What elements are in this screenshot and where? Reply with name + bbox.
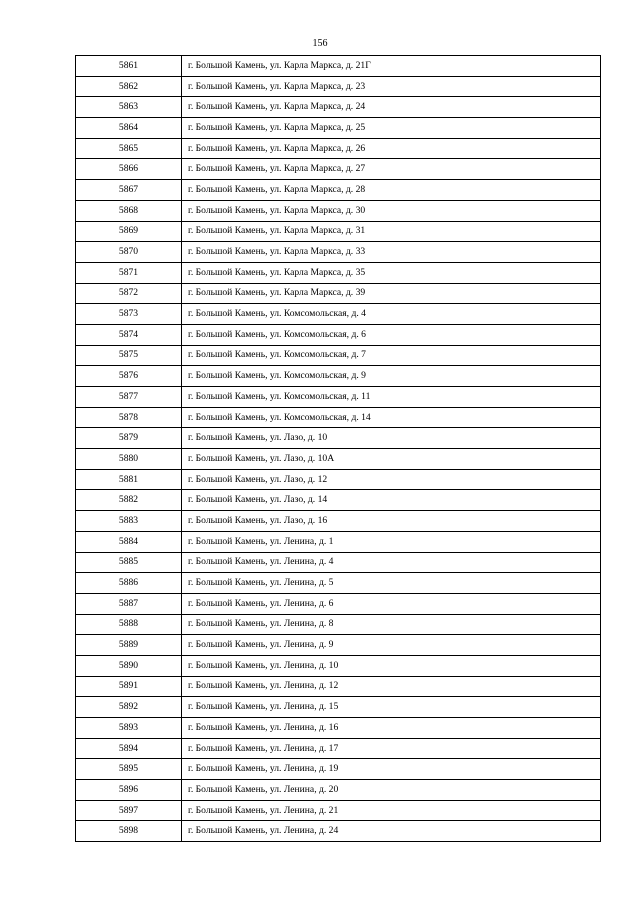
address-cell: г. Большой Камень, ул. Лазо, д. 10А — [182, 449, 601, 470]
address-cell: г. Большой Камень, ул. Ленина, д. 19 — [182, 759, 601, 780]
table-row — [76, 718, 601, 739]
row-number-cell: 5895 — [76, 759, 182, 780]
row-number-cell: 5862 — [76, 76, 182, 97]
address-cell: г. Большой Камень, ул. Ленина, д. 8 — [182, 614, 601, 635]
row-number-cell: 5881 — [76, 469, 182, 490]
table-row — [76, 180, 601, 201]
row-number-cell: 5863 — [76, 97, 182, 118]
row-number-cell: 5882 — [76, 490, 182, 511]
row-number-cell: 5889 — [76, 635, 182, 656]
row-number-cell: 5892 — [76, 697, 182, 718]
row-number-cell: 5869 — [76, 221, 182, 242]
row-number-cell: 5888 — [76, 614, 182, 635]
row-number-cell: 5875 — [76, 345, 182, 366]
address-table-body — [76, 56, 601, 842]
row-number-cell: 5861 — [76, 56, 182, 77]
address-cell: г. Большой Камень, ул. Ленина, д. 4 — [182, 552, 601, 573]
address-cell: г. Большой Камень, ул. Ленина, д. 1 — [182, 531, 601, 552]
address-cell: г. Большой Камень, ул. Ленина, д. 9 — [182, 635, 601, 656]
table-row — [76, 490, 601, 511]
row-number-cell: 5897 — [76, 800, 182, 821]
table-row — [76, 531, 601, 552]
row-number-cell: 5874 — [76, 324, 182, 345]
address-cell: г. Большой Камень, ул. Лазо, д. 14 — [182, 490, 601, 511]
row-number-cell: 5898 — [76, 821, 182, 842]
table-row — [76, 449, 601, 470]
table-row — [76, 552, 601, 573]
address-cell: г. Большой Камень, ул. Ленина, д. 12 — [182, 676, 601, 697]
address-cell: г. Большой Камень, ул. Ленина, д. 21 — [182, 800, 601, 821]
row-number-cell: 5872 — [76, 283, 182, 304]
address-cell: г. Большой Камень, ул. Комсомольская, д. 7 — [182, 345, 601, 366]
address-cell: г. Большой Камень, ул. Карла Маркса, д. 39 — [182, 283, 601, 304]
table-row — [76, 780, 601, 801]
address-cell: г. Большой Камень, ул. Лазо, д. 16 — [182, 511, 601, 532]
row-number-cell: 5893 — [76, 718, 182, 739]
table-row — [76, 635, 601, 656]
row-number-cell: 5876 — [76, 366, 182, 387]
table-row — [76, 366, 601, 387]
address-cell: г. Большой Камень, ул. Карла Маркса, д. 24 — [182, 97, 601, 118]
table-row — [76, 221, 601, 242]
table-row — [76, 324, 601, 345]
address-cell: г. Большой Камень, ул. Комсомольская, д. 6 — [182, 324, 601, 345]
row-number-cell: 5896 — [76, 780, 182, 801]
row-number-cell: 5879 — [76, 428, 182, 449]
address-cell: г. Большой Камень, ул. Ленина, д. 17 — [182, 738, 601, 759]
table-row — [76, 697, 601, 718]
page-number: 156 — [312, 38, 328, 49]
table-row — [76, 407, 601, 428]
address-cell: г. Большой Камень, ул. Карла Маркса, д. 28 — [182, 180, 601, 201]
table-row — [76, 138, 601, 159]
address-cell: г. Большой Камень, ул. Карла Маркса, д. 30 — [182, 200, 601, 221]
address-cell: г. Большой Камень, ул. Ленина, д. 20 — [182, 780, 601, 801]
table-row — [76, 283, 601, 304]
row-number-cell: 5883 — [76, 511, 182, 532]
table-row — [76, 800, 601, 821]
address-cell: г. Большой Камень, ул. Карла Маркса, д. 27 — [182, 159, 601, 180]
address-cell: г. Большой Камень, ул. Карла Маркса, д. 33 — [182, 242, 601, 263]
address-cell: г. Большой Камень, ул. Карла Маркса, д. 25 — [182, 118, 601, 139]
row-number-cell: 5865 — [76, 138, 182, 159]
address-table — [75, 55, 601, 842]
address-cell: г. Большой Камень, ул. Карла Маркса, д. 31 — [182, 221, 601, 242]
address-cell: г. Большой Камень, ул. Ленина, д. 24 — [182, 821, 601, 842]
row-number-cell: 5887 — [76, 593, 182, 614]
table-row — [76, 76, 601, 97]
row-number-cell: 5870 — [76, 242, 182, 263]
table-row — [76, 759, 601, 780]
row-number-cell: 5867 — [76, 180, 182, 201]
table-row — [76, 593, 601, 614]
row-number-cell: 5884 — [76, 531, 182, 552]
table-row — [76, 655, 601, 676]
row-number-cell: 5868 — [76, 200, 182, 221]
row-number-cell: 5890 — [76, 655, 182, 676]
row-number-cell: 5885 — [76, 552, 182, 573]
address-cell: г. Большой Камень, ул. Ленина, д. 15 — [182, 697, 601, 718]
table-row — [76, 345, 601, 366]
table-row — [76, 511, 601, 532]
table-row — [76, 242, 601, 263]
table-row — [76, 118, 601, 139]
table-row — [76, 614, 601, 635]
table-row — [76, 200, 601, 221]
address-cell: г. Большой Камень, ул. Лазо, д. 10 — [182, 428, 601, 449]
table-row — [76, 387, 601, 408]
address-cell: г. Большой Камень, ул. Карла Маркса, д. 26 — [182, 138, 601, 159]
table-row — [76, 428, 601, 449]
table-row — [76, 159, 601, 180]
address-cell: г. Большой Камень, ул. Лазо, д. 12 — [182, 469, 601, 490]
row-number-cell: 5886 — [76, 573, 182, 594]
address-cell: г. Большой Камень, ул. Комсомольская, д. 14 — [182, 407, 601, 428]
table-row — [76, 97, 601, 118]
row-number-cell: 5877 — [76, 387, 182, 408]
table-row — [76, 821, 601, 842]
table-row — [76, 262, 601, 283]
table-row — [76, 56, 601, 77]
row-number-cell: 5866 — [76, 159, 182, 180]
table-row — [76, 676, 601, 697]
table-row — [76, 573, 601, 594]
address-cell: г. Большой Камень, ул. Ленина, д. 10 — [182, 655, 601, 676]
row-number-cell: 5878 — [76, 407, 182, 428]
address-cell: г. Большой Камень, ул. Ленина, д. 5 — [182, 573, 601, 594]
row-number-cell: 5864 — [76, 118, 182, 139]
row-number-cell: 5871 — [76, 262, 182, 283]
address-cell: г. Большой Камень, ул. Карла Маркса, д. 23 — [182, 76, 601, 97]
address-cell: г. Большой Камень, ул. Комсомольская, д. 11 — [182, 387, 601, 408]
table-row — [76, 304, 601, 325]
address-cell: г. Большой Камень, ул. Карла Маркса, д. 35 — [182, 262, 601, 283]
address-cell: г. Большой Камень, ул. Ленина, д. 6 — [182, 593, 601, 614]
address-cell: г. Большой Камень, ул. Карла Маркса, д. 21Г — [182, 56, 601, 77]
row-number-cell: 5891 — [76, 676, 182, 697]
address-cell: г. Большой Камень, ул. Комсомольская, д. 9 — [182, 366, 601, 387]
address-cell: г. Большой Камень, ул. Комсомольская, д. 4 — [182, 304, 601, 325]
table-row — [76, 469, 601, 490]
address-cell: г. Большой Камень, ул. Ленина, д. 16 — [182, 718, 601, 739]
table-row — [76, 738, 601, 759]
row-number-cell: 5873 — [76, 304, 182, 325]
row-number-cell: 5894 — [76, 738, 182, 759]
row-number-cell: 5880 — [76, 449, 182, 470]
